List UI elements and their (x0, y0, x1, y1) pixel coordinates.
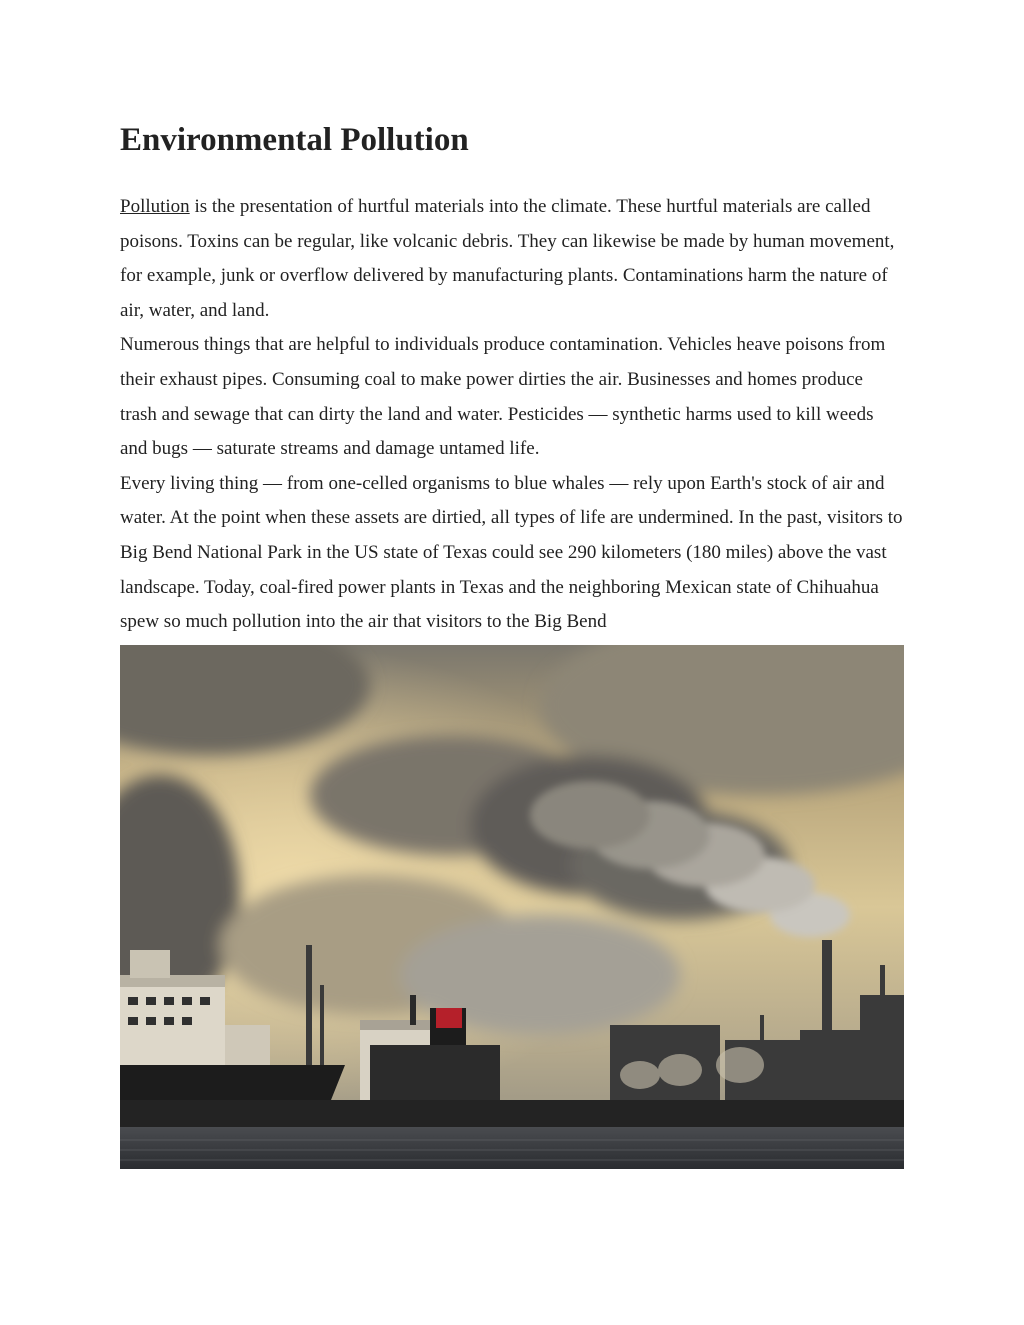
paragraph-3: Every living thing — from one-celled organisms to blue whales — rely upon Earth's stock of air and water. At the point when these assets are dirtied, all types of life are undermined. In the past, visitors to Big Bend National Park in the US state of Texas could see 290 kilometers (180 miles) above the vast landscape. Today, coal-fired power plants in Texas and the neighboring Mexican state of Chihuahua spew so much pollution into the air that visitors to the Big Bend (120, 472, 903, 633)
page-title: Environmental Pollution (120, 122, 469, 158)
pollution-link[interactable]: Pollution (120, 196, 190, 217)
industrial-pollution-photo (120, 645, 904, 1169)
article-body (120, 190, 904, 640)
paragraph-1-text: is the presentation of hurtful materials into the climate. These hurtful materials are called poisons. Toxins can be regular, like volcanic debris. They can likewise be made by human movement, for example, junk or overflow delivered by manufacturing plants. Contaminations harm the nature of air, water, and land. (120, 196, 895, 321)
paragraph-2: Numerous things that are helpful to individuals produce contamination. Vehicles heave poisons from their exhaust pipes. Consuming coal to make power dirties the air. Businesses and homes produce trash and sewage that can dirty the land and water. Pesticides — synthetic harms used to kill weeds and bugs — saturate streams and damage untamed life. (120, 334, 886, 460)
paragraph-1 (120, 190, 904, 328)
